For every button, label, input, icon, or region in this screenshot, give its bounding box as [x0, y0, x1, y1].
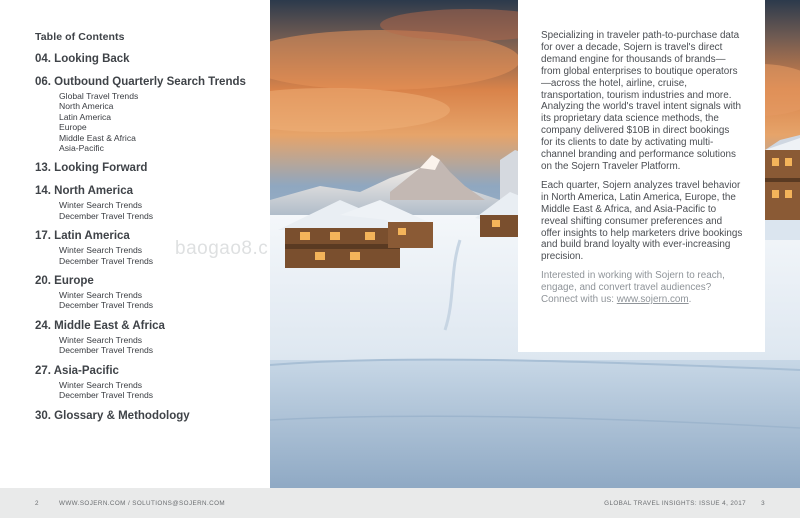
card-paragraph-intro: Specializing in traveler path-to-purchase data for over a decade, Sojern is travel's direct demand engine for thousands of brands—from global enterprises to boutique operators—across the hotel, airline, cruise, transportation, tourism industries and more. Analyzing the world's travel intent signals with its proprietary data science methods, the company delivered $10B in direct bookings for its clients to date by activating multi-channel branding and performance solutions on the Sojern Traveler Platform.	[541, 30, 742, 172]
toc-heading[interactable]: 04. Looking Back	[35, 53, 130, 65]
card-paragraph-quarterly: Each quarter, Sojern analyzes travel behavior in North America, Latin America, Europe, the Middle East & Africa, and Asia-Pacific to reveal shifting consumer preferences and offer insights to help marketers drive bookings and build brand loyalty with ever-increasing precision.	[541, 179, 743, 263]
toc-section	[35, 75, 270, 153]
toc-sub-item[interactable]: Latin America	[59, 111, 112, 122]
toc-sub-item[interactable]: Winter Search Trends	[59, 379, 143, 390]
watermark: baogao8.c	[175, 238, 269, 259]
chalet-far-right	[765, 138, 800, 240]
toc-sub-list	[35, 290, 270, 311]
toc-sub-item[interactable]: Europe	[59, 122, 87, 133]
toc-section	[35, 319, 270, 356]
toc-heading[interactable]: 24. Middle East & Africa	[35, 319, 165, 332]
toc-section	[35, 364, 270, 401]
toc-section	[35, 161, 270, 176]
toc-sub-list	[35, 335, 270, 356]
left-page-number: 2	[35, 500, 39, 507]
toc-heading[interactable]: 13. Looking Forward	[35, 162, 148, 175]
footer-issue: GLOBAL TRAVEL INSIGHTS: ISSUE 4, 2017	[604, 500, 746, 507]
toc-sub-item[interactable]: December Travel Trends	[59, 255, 154, 266]
toc-sub-item[interactable]: Middle East & Africa	[59, 132, 136, 143]
toc-heading[interactable]: 27. Asia-Pacific	[35, 364, 119, 377]
toc-heading[interactable]: 06. Outbound Quarterly Search Trends	[35, 76, 246, 88]
toc-sub-item[interactable]: Winter Search Trends	[59, 200, 143, 211]
toc-sub-item[interactable]: Global Travel Trends	[59, 91, 139, 101]
footer	[0, 488, 800, 518]
toc-section	[35, 274, 270, 311]
link-period: .	[688, 294, 692, 306]
footer-contact: WWW.SOJERN.COM / SOLUTIONS@SOJERN.COM	[59, 500, 226, 507]
right-page-number: 3	[761, 500, 765, 507]
toc-section	[35, 52, 270, 67]
toc-section	[35, 184, 270, 221]
toc-sub-item[interactable]: North America	[59, 101, 114, 112]
toc-title: Table of Contents	[35, 31, 125, 43]
toc-sub-item[interactable]: Winter Search Trends	[59, 290, 143, 301]
toc-sub-list	[35, 200, 270, 221]
toc-sub-item[interactable]: December Travel Trends	[59, 210, 154, 221]
card-paragraph-contact	[541, 270, 743, 306]
toc-sub-item[interactable]: December Travel Trends	[59, 345, 154, 356]
about-sojern-card	[518, 0, 765, 352]
toc-heading[interactable]: 20. Europe	[35, 275, 94, 288]
contact-text: Interested in working with Sojern to reach, engage, and convert travel audiences? Connect with us:	[541, 270, 725, 306]
sojern-website-link[interactable]: www.sojern.com	[616, 294, 689, 306]
toc-heading[interactable]: 30. Glossary & Methodology	[35, 409, 190, 422]
toc-sub-item[interactable]: Winter Search Trends	[59, 245, 143, 256]
toc-sub-item[interactable]: Winter Search Trends	[59, 334, 143, 345]
toc-heading[interactable]: 14. North America	[35, 185, 133, 198]
toc-sub-item[interactable]: Asia-Pacific	[59, 143, 104, 154]
toc-section	[35, 409, 270, 424]
toc-sub-list	[35, 91, 270, 153]
toc-sub-item[interactable]: December Travel Trends	[59, 300, 154, 311]
toc-sub-list	[35, 380, 270, 401]
toc-heading[interactable]: 17. Latin America	[35, 230, 130, 243]
toc-sub-item[interactable]: December Travel Trends	[59, 390, 154, 401]
